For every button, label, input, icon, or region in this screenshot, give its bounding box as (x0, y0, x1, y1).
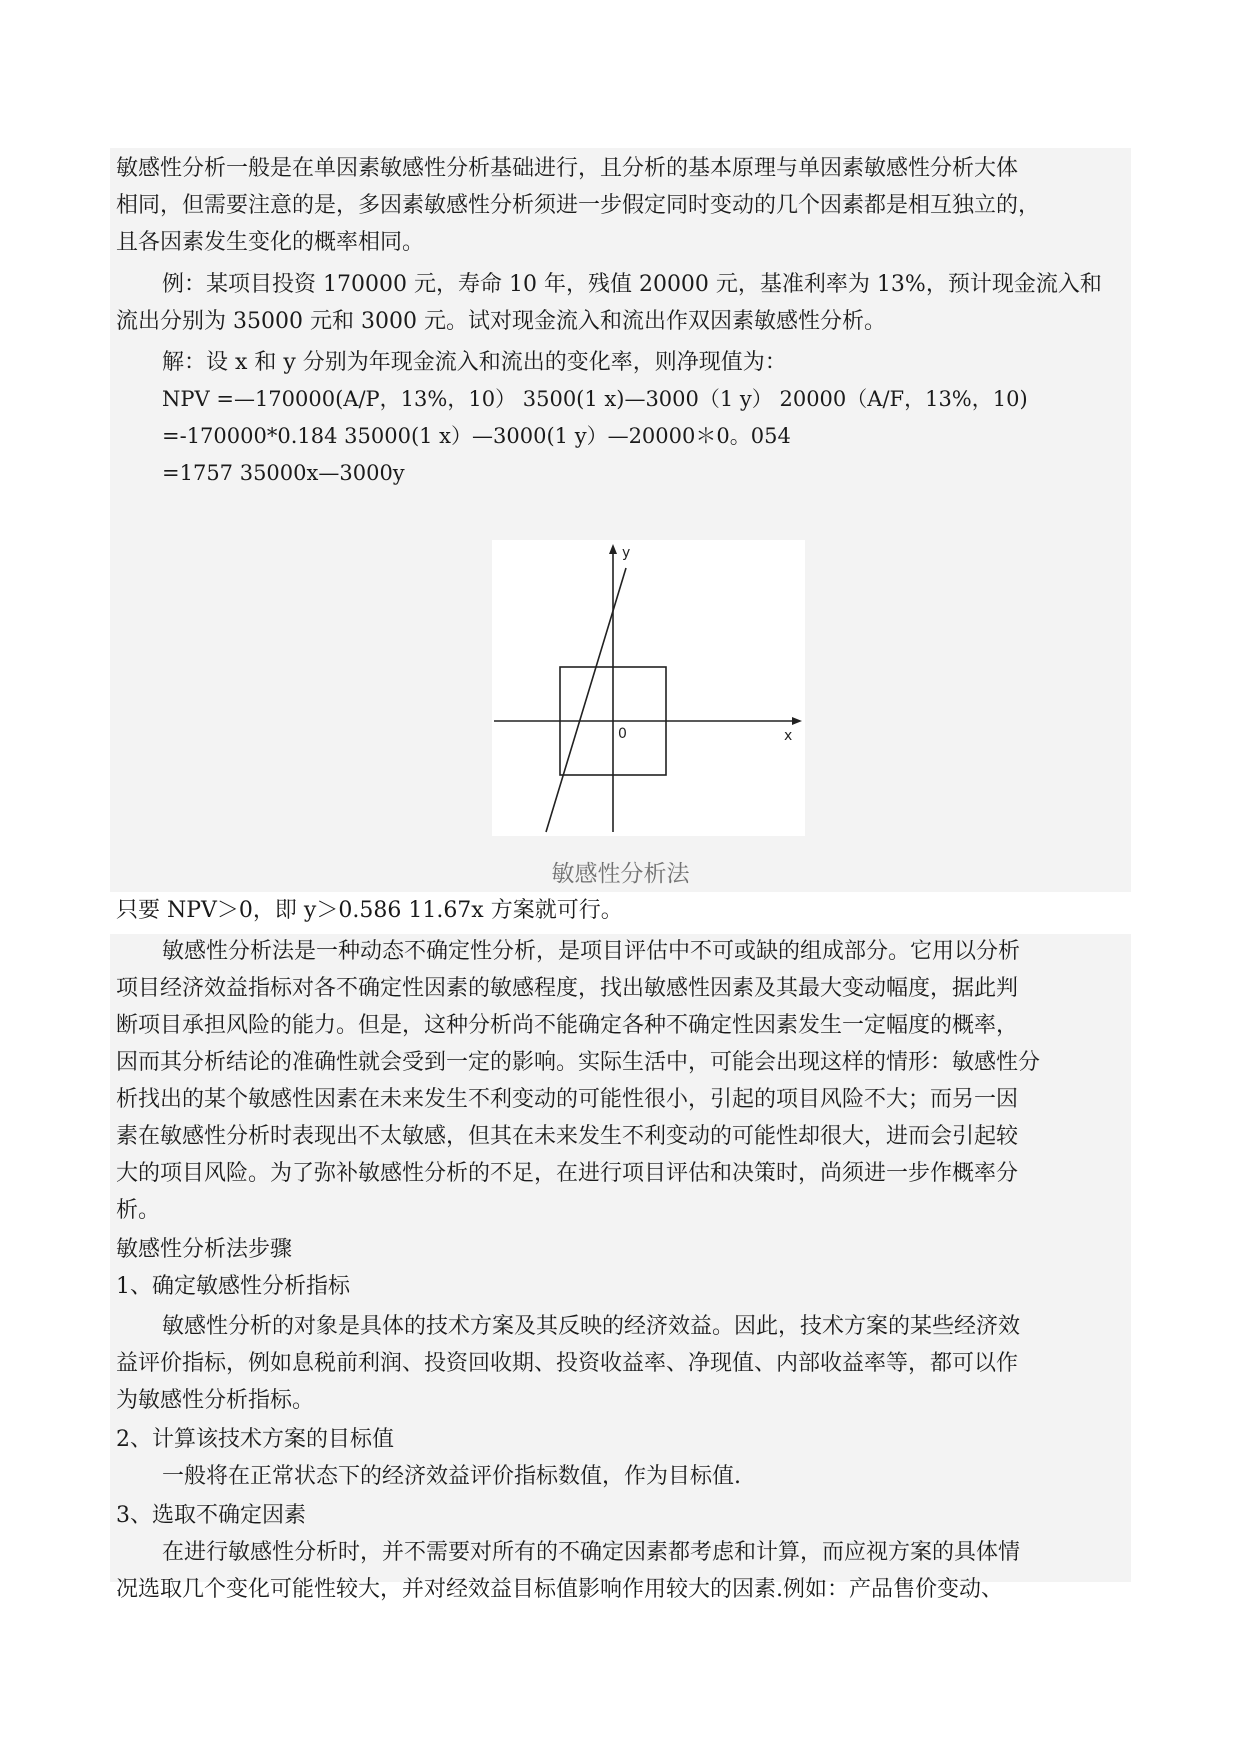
origin-label: 0 (618, 726, 627, 742)
step-1-text: 敏感性分析的对象是具体的技术方案及其反映的经济效益。因此，技术方案的某些经济效 (162, 1314, 1021, 1339)
x-axis-label: x (784, 728, 793, 744)
steps-heading: 敏感性分析法步骤 (116, 1237, 293, 1262)
step-1-text: 益评价指标，例如息税前利润、投资回收期、投资收益率、净现值、内部收益率等，都可以作 (116, 1351, 1019, 1376)
example-line: 例：某项目投资 170000 元，寿命 10 年，残值 20000 元，基准利率为 13%，预计现金流入和 (162, 272, 1102, 297)
paragraph-line: 且各因素发生变化的概率相同。 (116, 230, 425, 255)
body-line: 析找出的某个敏感性因素在未来发生不利变动的可能性很小，引起的项目风险不大；而另一因 (116, 1087, 1019, 1112)
conclusion-line: 只要 NPV＞0，即 y＞0.586 11.67x 方案就可行。 (116, 898, 623, 923)
solution-line: 解：设 x 和 y 分别为年现金流入和流出的变化率，则净现值为： (162, 350, 787, 375)
paragraph-line: 敏感性分析一般是在单因素敏感性分析基础进行，且分析的基本原理与单因素敏感性分析大体 (116, 156, 1019, 181)
npv-zero-line (546, 568, 626, 832)
example-line: 流出分别为 35000 元和 3000 元。试对现金流入和流出作双因素敏感性分析。 (116, 309, 886, 334)
body-line: 项目经济效益指标对各不确定性因素的敏感程度，找出敏感性因素及其最大变动幅度，据此判 (116, 976, 1019, 1001)
sensitivity-diagram (492, 540, 805, 836)
body-line: 大的项目风险。为了弥补敏感性分析的不足，在进行项目评估和决策时，尚须进一步作概率分 (116, 1161, 1019, 1186)
step-1-title: 1、确定敏感性分析指标 (116, 1274, 350, 1299)
x-axis-arrow (792, 717, 802, 725)
formula-line: NPV =—170000(A/P，13%，10） 3500(1 x)—3000（1 y） 20000（A/F，13%，10) (162, 387, 1028, 411)
formula-line: =-170000*0.184 35000(1 x）—3000(1 y）—20000＊0。054 (162, 424, 791, 448)
body-line: 敏感性分析法是一种动态不确定性分析，是项目评估中不可或缺的组成部分。它用以分析 (162, 939, 1021, 964)
step-3-text: 况选取几个变化可能性较大，并对经效益目标值影响作用较大的因素.例如：产品售价变动、 (116, 1577, 1003, 1602)
figure-caption: 敏感性分析法 (551, 861, 690, 887)
step-1-text: 为敏感性分析指标。 (116, 1388, 315, 1413)
step-2-title: 2、计算该技术方案的目标值 (116, 1427, 394, 1452)
body-line: 素在敏感性分析时表现出不太敏感，但其在未来发生不利变动的可能性却很大，进而会引起较 (116, 1124, 1019, 1149)
body-line: 因而其分析结论的准确性就会受到一定的影响。实际生活中，可能会出现这样的情形：敏感性分 (116, 1050, 1041, 1075)
step-2-text: 一般将在正常状态下的经济效益评价指标数值，作为目标值. (162, 1464, 741, 1489)
step-3-text: 在进行敏感性分析时，并不需要对所有的不确定因素都考虑和计算，而应视方案的具体情 (162, 1540, 1021, 1565)
y-axis-arrow (609, 544, 617, 554)
paragraph-line: 相同，但需要注意的是，多因素敏感性分析须进一步假定同时变动的几个因素都是相互独立的， (116, 193, 1041, 218)
sensitivity-figure (492, 540, 805, 836)
body-line: 断项目承担风险的能力。但是，这种分析尚不能确定各种不确定性因素发生一定幅度的概率， (116, 1013, 1019, 1038)
y-axis-label: y (622, 545, 631, 561)
formula-line: =1757 35000x—3000y (162, 461, 405, 485)
body-line: 析。 (116, 1198, 161, 1223)
step-3-title: 3、选取不确定因素 (116, 1503, 306, 1528)
